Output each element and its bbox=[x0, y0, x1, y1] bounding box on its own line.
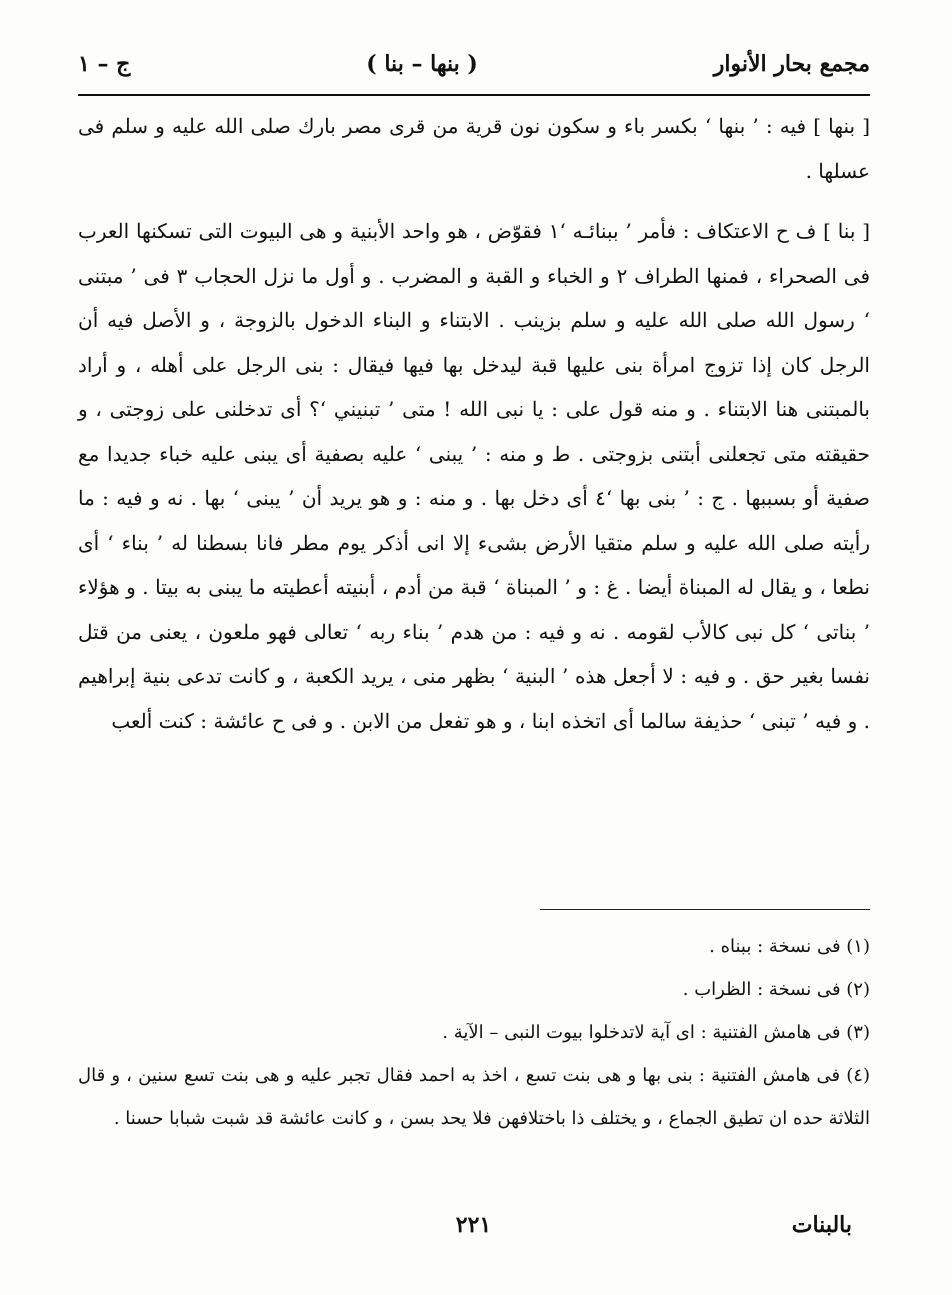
main-text bbox=[78, 104, 870, 743]
page-number: ٢٢١ bbox=[455, 1212, 492, 1238]
volume-number: ج – ١ bbox=[78, 51, 131, 77]
footnote-4: (٤) فى هامش الفتنية : بنى بها و هى بنت تسع ، اخذ به احمد فقال تجبر عليه و هى بنت تسع سنين ، و قال الثلاثة حده ان تطيق الجماع ، و يختلف ذا باختلافهن فلا يحد بسن ، و كانت عائشة قد شبت شبابا حسنا . bbox=[78, 1065, 870, 1129]
footnote-1: (١) فى نسخة : ببناه . bbox=[709, 936, 870, 957]
entry-banha: [ بنها ] فيه : ’ بنها ‘ بكسر باء و سكون نون قرية من قرى مصر بارك صلى الله عليه و سلم فى عسلها . bbox=[78, 114, 870, 183]
page-footer bbox=[95, 1200, 852, 1250]
section-entries: ( بنها – بنا ) bbox=[366, 51, 478, 77]
book-title: مجمع بحار الأنوار bbox=[713, 51, 870, 77]
entry-bana: [ بنا ] ف ح الاعتكاف : فأمر ’ ببنائـه ‘١ فقوّض ، هو واحد الأبنية و هى البيوت التى تسكنها العرب فى الصحراء ، فمنها الطراف ٢ و الخباء و القبة و المضرب . و أول ما نزل الحجاب ٣ فى ’ مبتنى ‘ رسول الله صلى الله عليه و سلم بزينب . الابتناء و البناء الدخول بالزوجة ، و الأصل فيه أن الرجل كان إذا تزوج امرأة بنى عليها قبة ليدخل بها فيها فيقال : بنى الرجل على أهله ، و أراد بالمبتنى هنا الابتناء . و منه قول على : يا نبى الله ! متى ’ تبنيني ‘؟ أى تدخلنى على زوجتى ، و حقيقته متى تجعلنى أبتنى بزوجتى . ط و منه : ’ يبنى ‘ عليه بصفية أى يبنى عليه خباء جديدا مع صفية أو بسببها . ج : ’ بنى بها ‘٤ أى دخل بها . و منه : و هو يريد أن ’ يبنى ‘ بها . نه و فيه : ما رأيته صلى الله عليه و سلم متقيا الأرض بشىء إلا انى أذكر يوم مطر فانا بسطنا له ’ بناء ‘ أى نطعا ، و يقال له المبناة أيضا . غ : و ’ المبناة ‘ قبة من أدم ، أبنيته أعطيته ما يبنى به بيتا . و هؤلاء ’ بناتى ‘ كل نبى كالأب لقومه . نه و فيه : من هدم ’ بناء ربه ‘ تعالى فهو ملعون ، يعنى من قتل نفسا بغير حق . و فيه : لا أجعل هذه ’ البنية ‘ بظهر منى ، يريد الكعبة ، و كانت تدعى بنية إبراهيم . و فيه ’ تبنى ‘ حذيفة سالما أى اتخذه ابنا ، و هو تفعل من الابن . و فى ح عائشة : كنت ألعب bbox=[78, 219, 870, 733]
header-rule bbox=[78, 94, 870, 96]
footnote-2: (٢) فى نسخة : الظراب . bbox=[682, 979, 870, 1000]
footnotes bbox=[78, 925, 870, 1140]
footnote-rule bbox=[540, 909, 870, 910]
running-header bbox=[78, 38, 870, 90]
footnote-3: (٣) فى هامش الفتنية : اى آية لاتدخلوا بيوت النبى – الآية . bbox=[442, 1022, 870, 1043]
catchword: بالبنات bbox=[791, 1212, 852, 1238]
